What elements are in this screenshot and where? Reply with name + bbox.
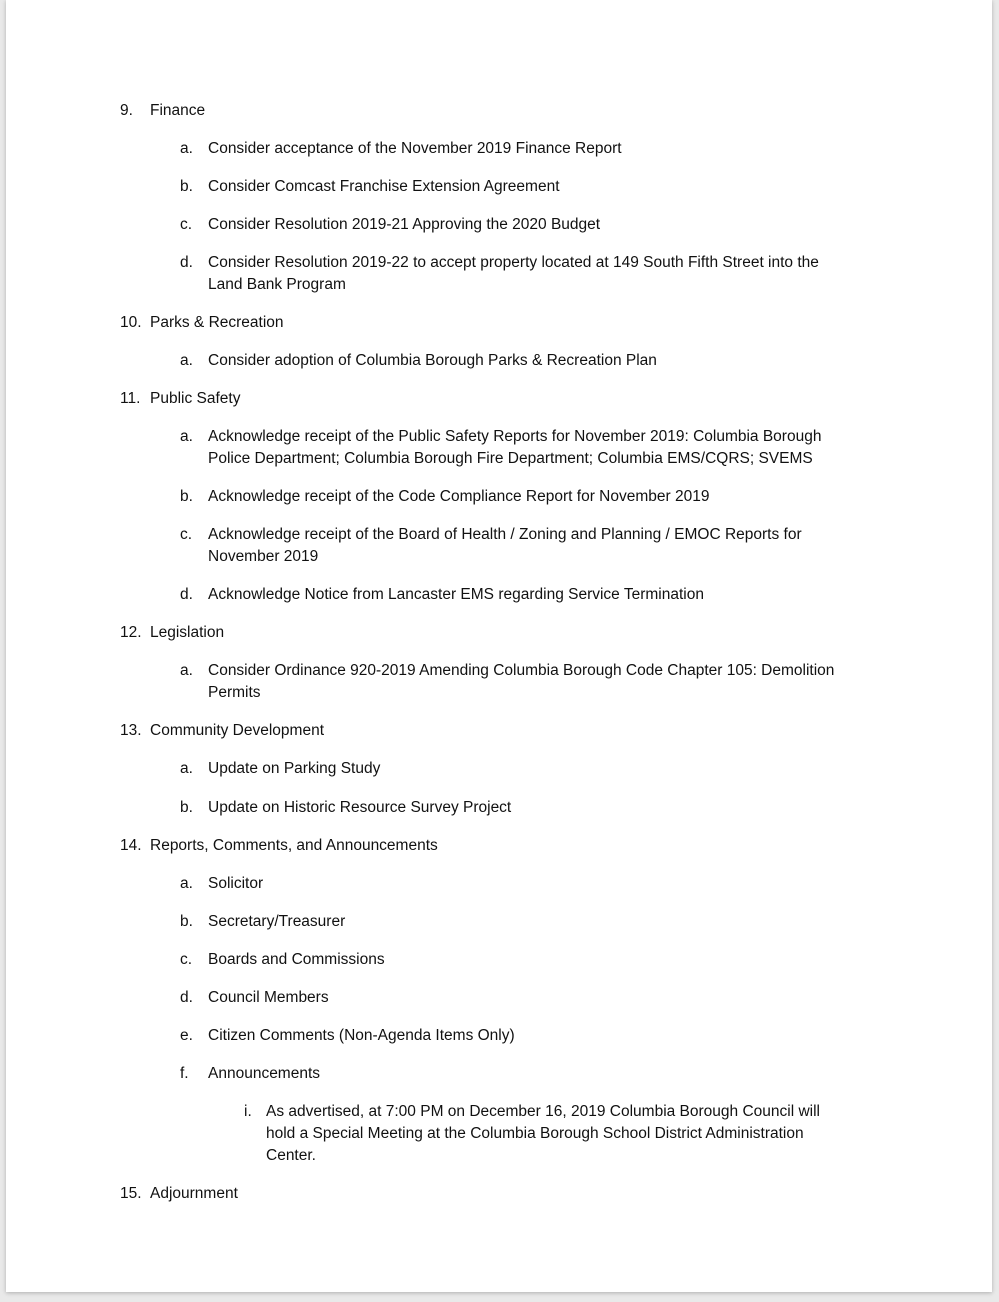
item-text: Solicitor bbox=[208, 875, 264, 892]
item-text: Acknowledge receipt of the Board of Health / Zoning and Planning / EMOC Reports for bbox=[208, 526, 802, 543]
section-title: Reports, Comments, and Announcements bbox=[150, 837, 438, 854]
item-letter: b. bbox=[180, 178, 193, 195]
item-text: Consider Ordinance 920-2019 Amending Columbia Borough Code Chapter 105: Demolition bbox=[208, 662, 835, 679]
item-text: Consider Resolution 2019-21 Approving the 2020 Budget bbox=[208, 216, 601, 233]
item-text: Council Members bbox=[208, 989, 329, 1006]
item-letter: a. bbox=[180, 352, 193, 369]
section-number: 10. bbox=[120, 314, 142, 331]
item-letter: a. bbox=[180, 875, 193, 892]
item-text: Permits bbox=[208, 684, 261, 701]
item-letter: a. bbox=[180, 428, 193, 445]
subitem-text: hold a Special Meeting at the Columbia Borough School District Administration bbox=[266, 1125, 804, 1142]
item-text: Acknowledge receipt of the Public Safety Reports for November 2019: Columbia Borough bbox=[208, 428, 822, 445]
section-title: Adjournment bbox=[150, 1185, 238, 1202]
item-letter: c. bbox=[180, 951, 193, 968]
item-letter: c. bbox=[180, 526, 193, 543]
section-title: Finance bbox=[150, 102, 206, 119]
section-title: Public Safety bbox=[150, 390, 241, 407]
item-text: Boards and Commissions bbox=[208, 951, 385, 968]
item-letter: a. bbox=[180, 140, 193, 157]
subitem-text: As advertised, at 7:00 PM on December 16, 2019 Columbia Borough Council will bbox=[266, 1103, 820, 1120]
item-text: Update on Parking Study bbox=[208, 760, 381, 777]
item-letter: d. bbox=[180, 989, 193, 1006]
item-letter: c. bbox=[180, 216, 193, 233]
document-page bbox=[6, 0, 992, 1292]
section-title: Parks & Recreation bbox=[150, 314, 284, 331]
item-letter: d. bbox=[180, 586, 193, 603]
section-number: 13. bbox=[120, 722, 142, 739]
section-number: 11. bbox=[120, 390, 141, 407]
item-text: Consider Comcast Franchise Extension Agreement bbox=[208, 178, 560, 195]
subitem-text: Center. bbox=[266, 1147, 316, 1164]
item-text: Consider Resolution 2019-22 to accept property located at 149 South Fifth Street into the bbox=[208, 254, 819, 271]
item-letter: b. bbox=[180, 913, 193, 930]
item-text: Consider adoption of Columbia Borough Parks & Recreation Plan bbox=[208, 352, 657, 369]
item-text: Acknowledge Notice from Lancaster EMS regarding Service Termination bbox=[208, 586, 704, 603]
section-title: Legislation bbox=[150, 624, 225, 641]
section-number: 9. bbox=[120, 102, 133, 119]
item-letter: a. bbox=[180, 662, 193, 679]
item-text: Announcements bbox=[208, 1065, 321, 1082]
item-text: Update on Historic Resource Survey Project bbox=[208, 799, 512, 816]
item-text: Land Bank Program bbox=[208, 276, 346, 293]
item-text: November 2019 bbox=[208, 548, 319, 565]
item-text: Citizen Comments (Non-Agenda Items Only) bbox=[208, 1027, 515, 1044]
item-letter: e. bbox=[180, 1027, 193, 1044]
item-letter: d. bbox=[180, 254, 193, 271]
item-letter: a. bbox=[180, 760, 193, 777]
item-text: Consider acceptance of the November 2019 Finance Report bbox=[208, 140, 622, 157]
section-number: 15. bbox=[120, 1185, 142, 1202]
item-text: Acknowledge receipt of the Code Compliance Report for November 2019 bbox=[208, 488, 710, 505]
item-letter: b. bbox=[180, 799, 193, 816]
section-title: Community Development bbox=[150, 722, 325, 739]
item-text: Police Department; Columbia Borough Fire Department; Columbia EMS/CQRS; SVEMS bbox=[208, 450, 813, 467]
section-number: 14. bbox=[120, 837, 142, 854]
subitem-numeral: i. bbox=[244, 1103, 252, 1120]
item-letter: f. bbox=[180, 1065, 189, 1082]
item-letter: b. bbox=[180, 488, 193, 505]
item-text: Secretary/Treasurer bbox=[208, 913, 346, 930]
section-number: 12. bbox=[120, 624, 142, 641]
